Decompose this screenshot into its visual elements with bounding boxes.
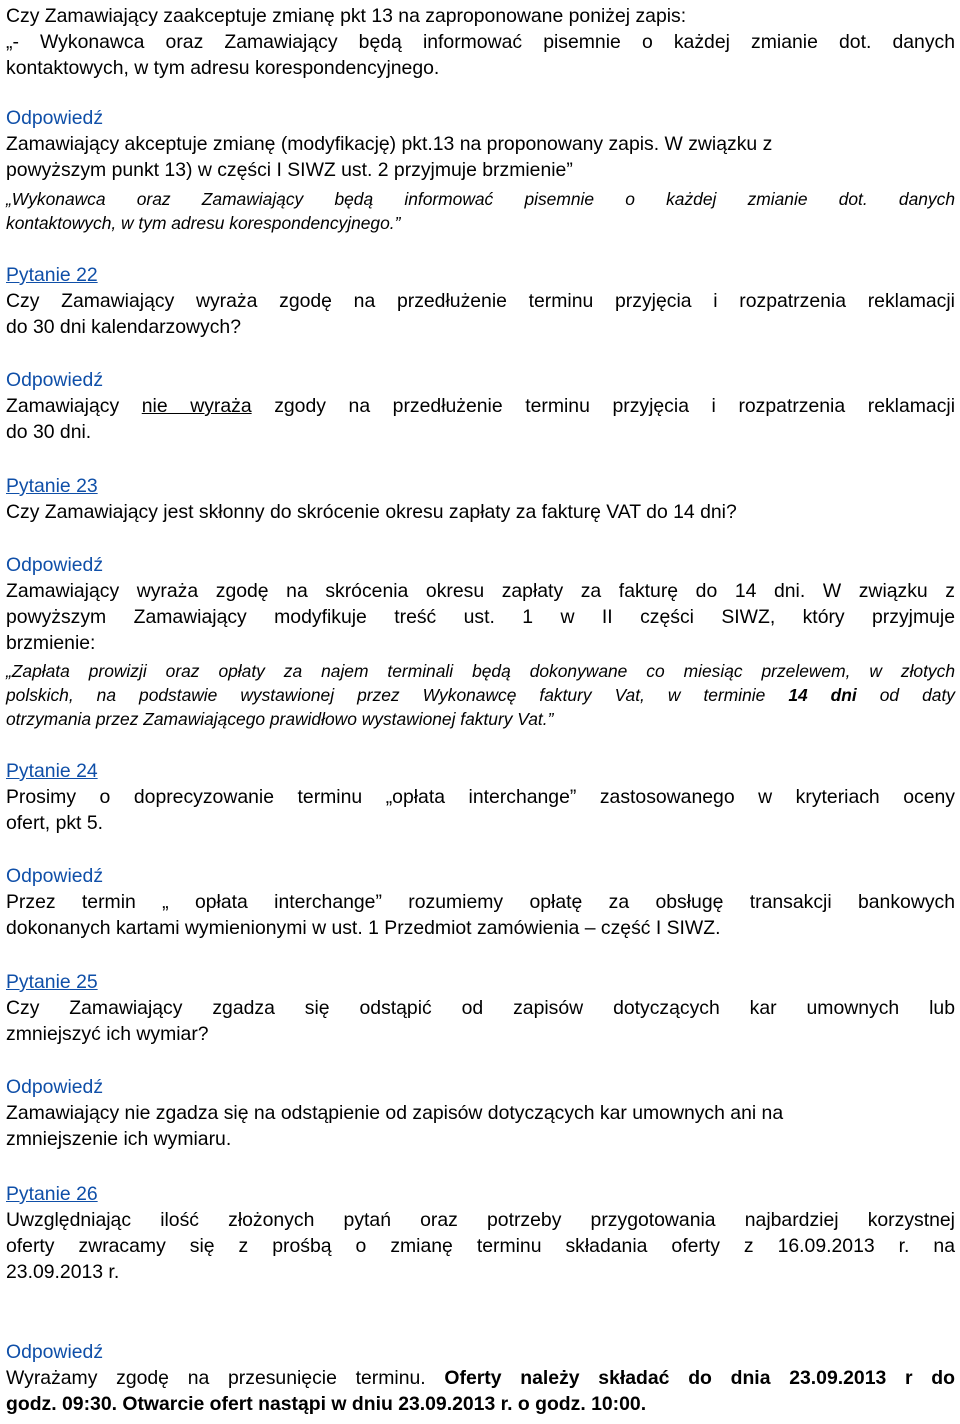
answer-24-line-2: dokonanych kartami wymienionymi w ust. 1 Przedmiot zamówienia – część I SIWZ. — [6, 917, 721, 939]
question-22-line-1: Czy Zamawiający wyraża zgodę na przedłużenie terminu przyjęcia i rozpatrzenia reklamacji — [6, 290, 955, 312]
answer-23-line-3: brzmienie: — [6, 632, 96, 654]
answer-label: Odpowiedź — [6, 554, 104, 576]
intro-question-line-1: Czy Zamawiający zaakceptuje zmianę pkt 13 na zaproponowane poniżej zapis: — [6, 5, 687, 27]
question-25-line-2: zmniejszyć ich wymiar? — [6, 1023, 209, 1045]
answer-25-line-2: zmniejszenie ich wymiaru. — [6, 1128, 232, 1150]
answer-label: Odpowiedź — [6, 107, 104, 129]
answer-26-part-b: Oferty należy składać do dnia 23.09.2013 r do — [444, 1367, 955, 1389]
question-22-line-2: do 30 dni kalendarzowych? — [6, 316, 241, 338]
intro-question-line-3: kontaktowych, w tym adresu korespondencyjnego. — [6, 57, 440, 79]
answer-21-quote-line-1: „Wykonawca oraz Zamawiający będą informować pisemnie o każdej zmianie dot. danych — [6, 189, 955, 209]
question-25-line-1: Czy Zamawiający zgadza się odstąpić od zapisów dotyczących kar umownych lub — [6, 997, 955, 1019]
answer-21-line-2: powyższym punkt 13) w części I SIWZ ust. 2 przyjmuje brzmienie” — [6, 159, 573, 181]
answer-21-quote-line-2: kontaktowych, w tym adresu korespondencyjnego.” — [6, 213, 401, 233]
answer-22-rest: zgody na przedłużenie terminu przyjęcia i rozpatrzenia reklamacji — [251, 395, 956, 417]
answer-26-line-1 — [6, 1366, 955, 1390]
answer-23-quote-days: 14 dni — [788, 685, 857, 705]
answer-23-quote-line-1: „Zapłata prowizji oraz opłaty za najem terminali będą dokonywane co miesiąc przelewem, w złotych — [6, 661, 955, 681]
answer-22-line-1 — [6, 394, 955, 418]
answer-23-line-2: powyższym Zamawiający modyfikuje treść ust. 1 w II części SIWZ, który przyjmuje — [6, 606, 955, 628]
answer-23-quote-part-a: polskich, na podstawie wystawionej przez Wykonawcę faktury Vat, w terminie — [6, 685, 789, 705]
question-23-heading: Pytanie 23 — [6, 475, 98, 497]
answer-24-line-1: Przez termin „ opłata interchange” rozumiemy opłatę za obsługę transakcji bankowych — [6, 891, 955, 913]
question-24-line-2: ofert, pkt 5. — [6, 812, 104, 834]
answer-label: Odpowiedź — [6, 1076, 104, 1098]
question-26-line-3: 23.09.2013 r. — [6, 1261, 120, 1283]
answer-21-line-1: Zamawiający akceptuje zmianę (modyfikację) pkt.13 na proponowany zapis. W związku z — [6, 133, 773, 155]
question-23-line-1: Czy Zamawiający jest skłonny do skrócenie okresu zapłaty za fakturę VAT do 14 dni? — [6, 501, 737, 523]
intro-question-line-2: „- Wykonawca oraz Zamawiający będą informować pisemnie o każdej zmianie dot. danych — [6, 31, 955, 53]
answer-26-line-2: godz. 09:30. Otwarcie ofert nastąpi w dniu 23.09.2013 r. o godz. 10:00. — [6, 1393, 647, 1415]
question-25-heading: Pytanie 25 — [6, 971, 98, 993]
answer-label: Odpowiedź — [6, 1341, 104, 1363]
answer-23-quote-line-3: otrzymania przez Zamawiającego prawidłowo wystawionej faktury Vat.” — [6, 709, 554, 729]
question-22-heading: Pytanie 22 — [6, 264, 98, 286]
question-24-heading: Pytanie 24 — [6, 760, 98, 782]
question-24-line-1: Prosimy o doprecyzowanie terminu „opłata interchange” zastosowanego w kryteriach oceny — [6, 786, 955, 808]
question-26-heading: Pytanie 26 — [6, 1183, 98, 1205]
answer-label: Odpowiedź — [6, 369, 104, 391]
answer-label: Odpowiedź — [6, 865, 104, 887]
answer-23-quote-line-2 — [6, 683, 955, 707]
answer-22-emphasis: nie wyraża — [141, 395, 252, 417]
answer-25-line-1: Zamawiający nie zgadza się na odstąpienie od zapisów dotyczących kar umownych ani na — [6, 1102, 784, 1124]
question-26-line-1: Uwzględniając ilość złożonych pytań oraz potrzeby przygotowania najbardziej korzystnej — [6, 1209, 955, 1231]
answer-22-line-2: do 30 dni. — [6, 421, 92, 443]
answer-23-line-1: Zamawiający wyraża zgodę na skrócenia okresu zapłaty za fakturę do 14 dni. W związku z — [6, 580, 955, 602]
answer-22-prefix: Zamawiający — [6, 395, 142, 417]
answer-23-quote-part-c: od daty — [856, 685, 955, 705]
question-26-line-2: oferty zwracamy się z prośbą o zmianę terminu składania oferty z 16.09.2013 r. na — [6, 1235, 955, 1257]
answer-26-part-a: Wyrażamy zgodę na przesunięcie terminu. — [6, 1367, 445, 1389]
